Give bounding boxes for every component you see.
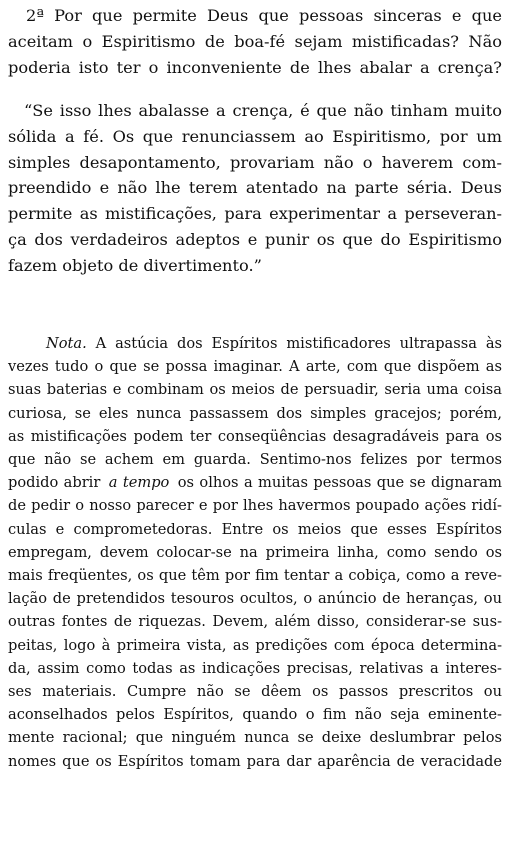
question-paragraph — [8, 3, 502, 80]
note-line: da, assim como todas as indicações precisas, relativas a interes- — [8, 659, 502, 677]
note-line: aconselhados pelos Espíritos, quando o fim não seja eminente- — [8, 706, 502, 724]
note-tempo-after: os olhos a muitas pessoas que se dignaram — [177, 474, 503, 492]
answer-line: fazem objeto de divertimento.” — [8, 255, 262, 275]
note-line: nomes que os Espíritos tomam para dar aparência de veracidade — [8, 752, 502, 770]
note-line: mais freqüentes, os que têm por fim tentar a cobiça, como a reve- — [8, 567, 502, 585]
note-first-line-text: A astúcia dos Espíritos mistificadores ultrapassa às — [95, 335, 503, 352]
note-line: vezes tudo o que se possa imaginar. A arte, com que dispõem as — [8, 358, 502, 376]
note-line: empregam, devem colocar-se na primeira linha, como sendo os — [8, 543, 502, 561]
question-line: aceitam o Espiritismo de boa-fé sejam mistificadas? Não — [8, 31, 502, 51]
note-line — [8, 332, 502, 355]
answer-paragraph — [8, 98, 502, 279]
note-line: ses materiais. Cumpre não se dêem os passos prescritos ou — [8, 683, 502, 701]
note-line: lação de pretendidos tesouros ocultos, o anúncio de heranças, ou — [8, 590, 502, 608]
note-line: que não se achem em guarda. Sentimo-nos felizes por termos — [8, 451, 502, 469]
question-line: poderia isto ter o inconveniente de lhes abalar a crença? — [8, 57, 502, 77]
answer-line: preendido e não lhe terem atentado na parte séria. Deus — [8, 178, 502, 198]
note-line: de pedir o nosso parecer e por lhes havermos poupado ações ridí- — [8, 497, 502, 515]
note-tempo-before: podido abrir — [8, 474, 101, 492]
note-tempo-italic: a tempo — [108, 474, 170, 492]
question-line: 2ª Por que permite Deus que pessoas sinceras e que — [26, 6, 502, 25]
note-line: suas baterias e combinam os meios de persuadir, seria uma coisa — [8, 381, 502, 399]
answer-line: simples desapontamento, provariam não o haverem com- — [8, 152, 502, 172]
note-line: outras fontes de riquezas. Devem, além disso, considerar-se sus- — [8, 613, 502, 631]
answer-line: “Se isso lhes abalasse a crença, é que não tinham muito — [24, 101, 502, 120]
note-line: culas e comprometedoras. Entre os meios que esses Espíritos — [8, 520, 502, 538]
note-line: curiosa, se eles nunca passassem dos simples gracejos; porém, — [8, 404, 502, 422]
note-line: peitas, logo à primeira vista, as predições com época determina- — [8, 636, 502, 654]
answer-line: sólida a fé. Os que renunciassem ao Espiritismo, por um — [8, 126, 502, 146]
note-line: as mistificações podem ter conseqüências desagradáveis para os — [8, 427, 502, 445]
note-paragraph — [8, 332, 502, 773]
note-label: Nota. — [46, 335, 87, 352]
answer-line: ça dos verdadeiros adeptos e punir os que do Espiritismo — [8, 229, 502, 249]
note-line — [8, 471, 502, 494]
answer-line: permite as mistificações, para experimentar a perseveran- — [8, 204, 502, 224]
note-line: mente racional; que ninguém nunca se deixe deslumbrar pelos — [8, 729, 502, 747]
